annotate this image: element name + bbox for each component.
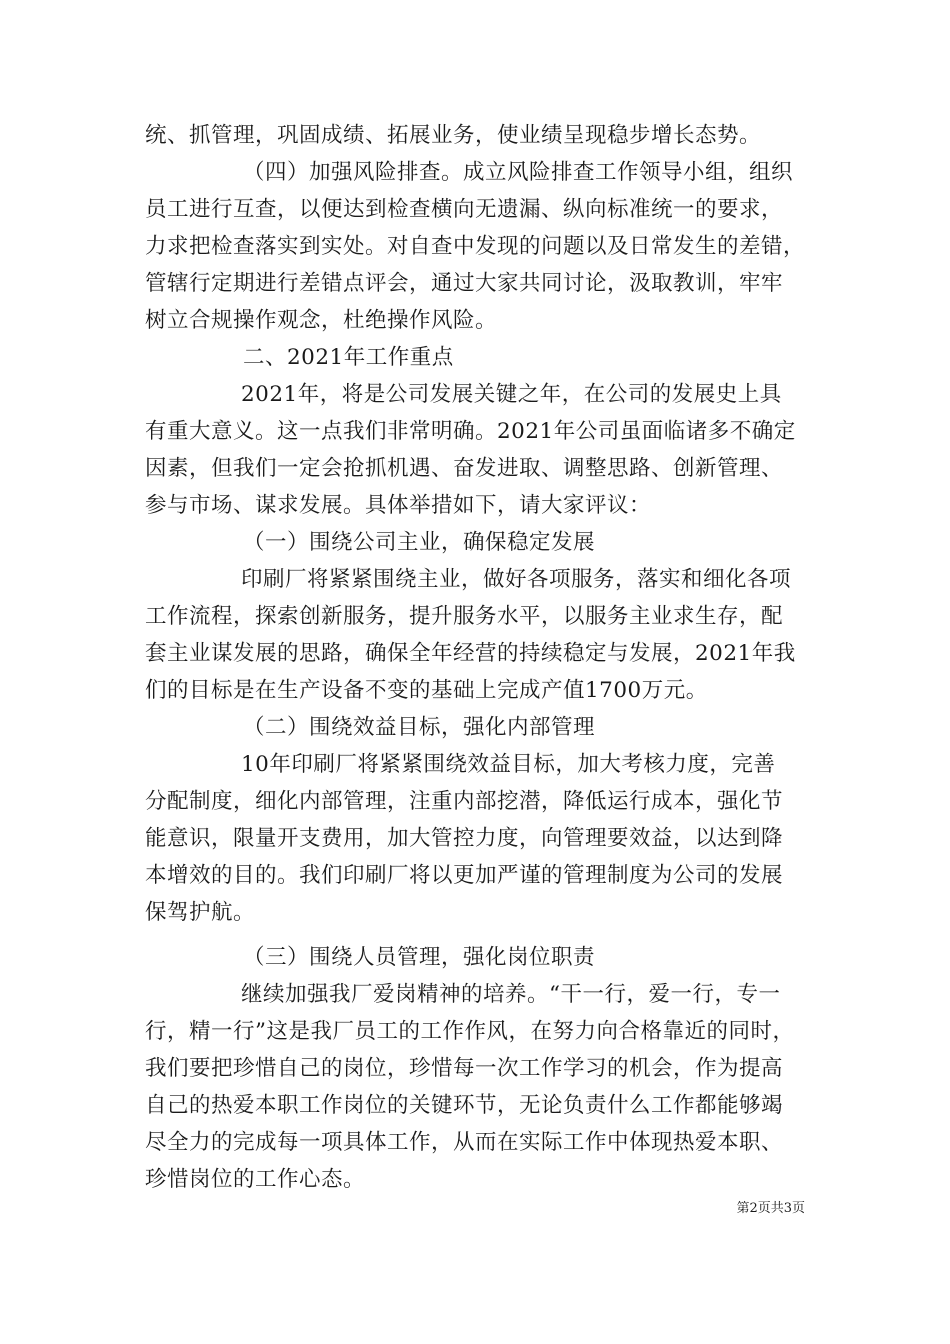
- paragraph-start: 印刷厂将紧紧围绕主业，做好各项服务，落实和细化各项: [241, 567, 792, 592]
- body-line: 分配制度，细化内部管理，注重内部挖潜，降低运行成本，强化节: [145, 789, 784, 814]
- body-line: 树立合规操作观念，杜绝操作风险。: [145, 308, 498, 333]
- body-line: 套主业谋发展的思路，确保全年经营的持续稳定与发展，2021年我: [145, 641, 796, 666]
- body-line: 有重大意义。这一点我们非常明确。2021年公司虽面临诸多不确定: [145, 419, 796, 444]
- body-line: 参与市场、谋求发展。具体举措如下，请大家评议：: [145, 493, 652, 518]
- body-line: 我们要把珍惜自己的岗位，珍惜每一次工作学习的机会，作为提高: [145, 1056, 784, 1081]
- body-line: 们的目标是在生产设备不变的基础上完成产值1700万元。: [145, 678, 708, 703]
- body-line: 能意识，限量开支费用，加大管控力度，向管理要效益，以达到降: [145, 826, 784, 851]
- body-line: 管辖行定期进行差错点评会，通过大家共同讨论，汲取教训，牢牢: [145, 271, 784, 296]
- page-number: 第2页共3页: [736, 1201, 805, 1216]
- body-line: 力求把检查落实到实处。对自查中发现的问题以及日常发生的差错，: [145, 234, 806, 259]
- section-heading-3: （三）围绕人员管理，强化岗位职责: [243, 945, 596, 970]
- body-line: 尽全力的完成每一项具体工作，从而在实际工作中体现热爱本职、: [145, 1130, 784, 1155]
- section-heading-2: （二）围绕效益目标，强化内部管理: [243, 715, 596, 740]
- body-line: 行，精一行”这是我厂员工的工作作风，在努力向合格靠近的同时，: [145, 1019, 795, 1044]
- body-line: 本增效的目的。我们印刷厂将以更加严谨的管理制度为公司的发展: [145, 863, 784, 888]
- paragraph-gap: [145, 931, 810, 939]
- paragraph-start: 10年印刷厂将紧紧围绕效益目标，加大考核力度，完善: [241, 752, 776, 777]
- paragraph-start: 继续加强我厂爱岗精神的培养。“干一行，爱一行，专一: [241, 982, 781, 1007]
- body-line: 保驾护航。: [145, 900, 256, 925]
- chapter-heading: 二、2021年工作重点: [243, 345, 454, 370]
- paragraph-start: 2021年，将是公司发展关键之年，在公司的发展史上具: [241, 382, 782, 407]
- document-body: [145, 117, 810, 1198]
- body-line: 因素，但我们一定会抢抓机遇、奋发进取、调整思路、创新管理、: [145, 456, 784, 481]
- section-heading-4: （四）加强风险排查。成立风险排查工作领导小组，组织: [243, 160, 794, 185]
- body-line: 珍惜岗位的工作心态。: [145, 1167, 366, 1192]
- body-line: 自己的热爱本职工作岗位的关键环节，无论负责什么工作都能够竭: [145, 1093, 784, 1118]
- body-line: 员工进行互查，以便达到检查横向无遗漏、纵向标准统一的要求，: [145, 197, 784, 222]
- body-line: 统、抓管理，巩固成绩、拓展业务，使业绩呈现稳步增长态势。: [145, 123, 762, 148]
- body-line: 工作流程，探索创新服务，提升服务水平，以服务主业求生存，配: [145, 604, 784, 629]
- section-heading-1: （一）围绕公司主业，确保稳定发展: [243, 530, 596, 555]
